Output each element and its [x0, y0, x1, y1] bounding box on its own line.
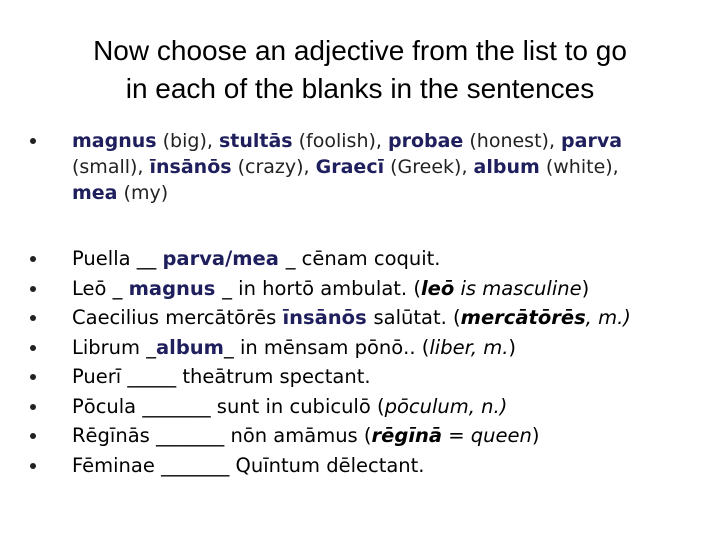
note-close: ): [531, 424, 540, 447]
title-line-1: Now choose an adjective from the list to go: [93, 35, 627, 66]
sentence-text: Pōcula _______ sunt in cubiculō (: [72, 394, 385, 418]
bullet-dot: [30, 463, 36, 469]
note-keyword: mercātōrēs: [460, 306, 586, 329]
sentence-item: [0, 362, 720, 392]
vocab-gloss: (Greek),: [384, 156, 474, 178]
sentence-text: Puerī _____ theātrum spectant.: [72, 365, 371, 388]
note-text: pōculum, n.): [384, 394, 508, 418]
bullet-dot: [30, 404, 36, 410]
vocab-word: probae: [387, 130, 464, 152]
bullet-dot: [30, 433, 36, 439]
sentence-text: salūtat. (: [373, 306, 461, 329]
adjective-list: [72, 128, 682, 206]
note-text: is masculine: [454, 276, 582, 300]
vocab-gloss: (big),: [156, 130, 219, 152]
sentence-text: Caecilius mercātōrēs: [72, 306, 283, 329]
vocab-word: album: [473, 156, 540, 178]
bullet-dot: [30, 286, 36, 292]
sentence-text: Librum _: [72, 335, 156, 359]
sentence-text: Fēminae _______ Quīntum dēlectant.: [72, 453, 425, 477]
note-text: liber, m.: [429, 335, 509, 359]
vocab-word: Graecī: [315, 156, 385, 178]
note-text: = queen: [442, 424, 532, 447]
vocab-gloss: (honest),: [463, 130, 562, 152]
note-close: ): [508, 335, 517, 359]
sentence-item: [0, 303, 720, 333]
sentence-list: [0, 244, 720, 480]
answer-text: album: [155, 335, 224, 359]
sentence-text: _ in hortō ambulat. (: [222, 276, 421, 300]
bullet-dot: [30, 256, 36, 262]
sentence-text: Rēgīnās _______ nōn amāmus (: [72, 424, 372, 447]
bullet-dot: [30, 315, 36, 321]
slide-title: [0, 32, 720, 108]
vocab-word: īnsānōs: [149, 156, 232, 178]
sentence-item: [0, 274, 720, 304]
sentence-item: [0, 244, 720, 274]
note-close: ): [581, 276, 590, 300]
note-keyword: leō: [420, 276, 455, 300]
vocab-word: magnus: [72, 130, 157, 152]
vocab-word: stultās: [218, 130, 293, 152]
sentence-text: Leō _: [72, 276, 129, 300]
sentence-text: Puella __: [72, 247, 163, 270]
vocab-gloss: (crazy),: [231, 156, 316, 178]
vocab-gloss: (foolish),: [292, 130, 388, 152]
note-keyword: rēgīnā: [371, 424, 443, 447]
sentence-item: [0, 421, 720, 451]
sentence-item: [0, 392, 720, 422]
vocab-bullet: [30, 138, 36, 144]
vocab-word: mea: [72, 182, 118, 204]
answer-text: parva/mea: [162, 247, 286, 270]
title-line-2: in each of the blanks in the sentences: [125, 73, 595, 104]
sentence-text: _ in mēnsam pōnō.. (: [224, 335, 430, 359]
sentence-item: [0, 451, 720, 481]
bullet-dot: [30, 345, 36, 351]
vocab-word: parva: [561, 130, 623, 152]
sentence-item: [0, 333, 720, 363]
vocab-gloss: (white),: [539, 156, 619, 178]
vocab-gloss: (my): [117, 182, 169, 204]
answer-text: īnsānōs: [282, 306, 374, 329]
answer-text: magnus: [128, 276, 223, 300]
note-text: , m.): [585, 306, 631, 329]
sentence-text: _ cēnam coquit.: [285, 247, 441, 270]
vocab-gloss: (small),: [72, 156, 150, 178]
bullet-dot: [30, 374, 36, 380]
